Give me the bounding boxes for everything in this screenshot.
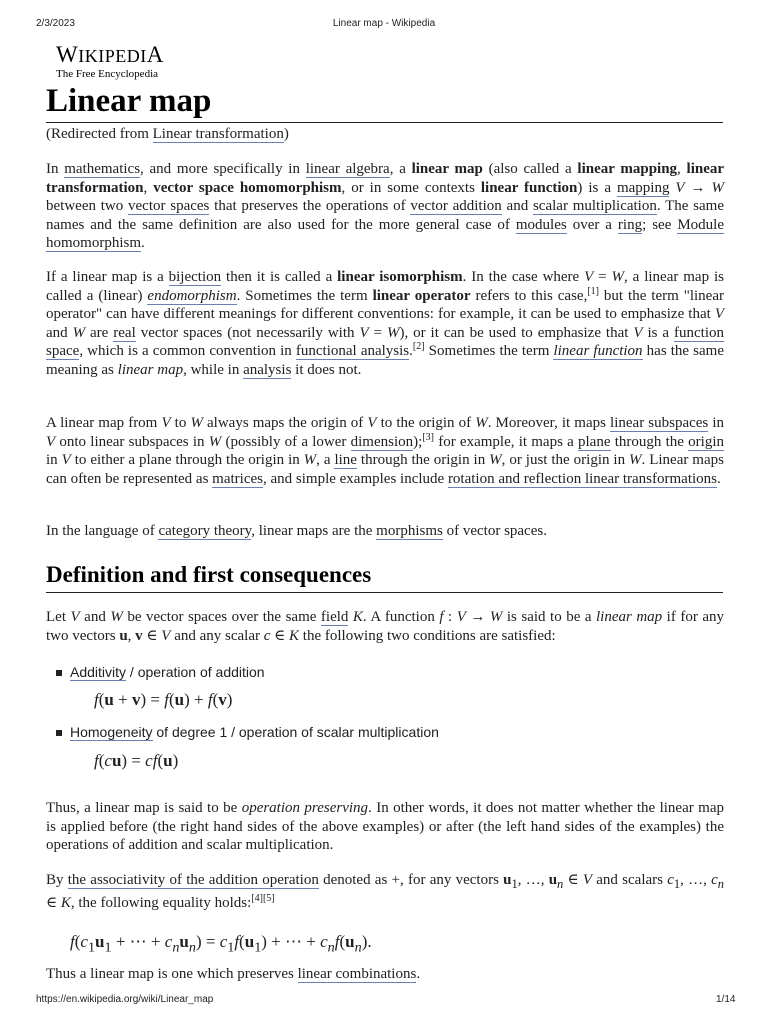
- homogeneity-link[interactable]: Homogeneity: [70, 724, 153, 740]
- print-title: Linear map - Wikipedia: [332, 18, 436, 29]
- preserving-paragraph: Thus, a linear map is said to be operation preserving. In other words, it does not matter whether the linear map is applied before (the right hand sides of the above examples) or after (the left hand sides of the examples) the operations of addition and scalar multiplication.: [46, 800, 724, 854]
- combinations-paragraph: Thus a linear map is one which preserves linear combinations.: [46, 966, 421, 982]
- associativity-paragraph: By the associativity of the addition operation denoted as +, for any vectors $u_1$, …, $u_n$ ∈ V and scalars $c_1$, …, $c_n$ ∈ K, the following equality holds:[4][5]: [46, 872, 725, 911]
- print-url: https://en.wikipedia.org/wiki/Linear_map: [36, 994, 214, 1005]
- bullet-icon: [56, 730, 62, 736]
- print-date: 2/3/2023: [36, 18, 75, 29]
- redirect-link[interactable]: Linear transformation: [152, 126, 284, 142]
- redirect-notice: (Redirected from Linear transformation): [46, 126, 289, 142]
- intro-paragraph-1: In mathematics, and more specifically in linear algebra, a linear map (also called a linear mapping, linear transformation, vector space homomorphism, or in some contexts linear function) is a mapping V → W between two vector spaces that preserves the operations of vector addition and scalar multiplication. The same names and the same definition are also used for the more general case of modules over a ring; see Module homomorphism.: [46, 161, 725, 252]
- intro-paragraph-4: In the language of category theory, linear maps are the morphisms of vector spaces.: [46, 523, 547, 539]
- logo-tagline: The Free Encyclopedia: [56, 68, 159, 80]
- definition-paragraph: Let V and W be vector spaces over the same field K. A function f : V → W is said to be a linear map if for any two vectors u, v ∈ V and any scalar c ∈ K the following two conditions are satisfied:: [46, 609, 724, 644]
- intro-paragraph-3: A linear map from V to W always maps the origin of V to the origin of W. Moreover, it maps linear subspaces in V onto linear subspaces in W (possibly of a lower dimension);[3] for example, it maps a plane through the origin in V to either a plane through the origin in W, a line through the origin in W, or just the origin in W. Linear maps can often be represented as matrices, and simple examples include rotation and reflection linear transformations.: [46, 415, 725, 487]
- list-item: Additivity / operation of addition: [56, 664, 265, 680]
- page-title: Linear map: [46, 80, 723, 123]
- sum-formula: $f(c_1u_1$ + ⋯ + $c_nu_n) = c_1f(u_1)$ + ⋯ + $c_nf(u_n)$.: [70, 932, 372, 956]
- additivity-formula: f(u + v) = f(u) + f(v): [94, 690, 233, 709]
- section-heading-definition: Definition and first consequences: [46, 558, 723, 593]
- wikipedia-logo[interactable]: [56, 42, 164, 80]
- additivity-link[interactable]: Additivity: [70, 664, 127, 680]
- list-item: Homogeneity of degree 1 / operation of scalar multiplication: [56, 724, 439, 740]
- print-page-number: 1/14: [716, 994, 736, 1005]
- bullet-icon: [56, 670, 62, 676]
- logo-wordmark: WIKIPEDIA: [56, 42, 164, 67]
- homogeneity-formula: f(cu) = cf(u): [94, 751, 179, 770]
- intro-paragraph-2: If a linear map is a bijection then it is called a linear isomorphism. In the case where V = W, a linear map is called a (linear) endomorphism. Sometimes the term linear operator refers to this case,[1] but the term "linear operator" can have different meanings for different conventions: for example, it can be used to emphasize that V and W are real vector spaces (not necessarily with V = W), or it can be used to emphasize that V is a function space, which is a common convention in functional analysis.[2] Sometimes the term linear function has the same meaning as linear map, while in analysis it does not.: [46, 269, 725, 378]
